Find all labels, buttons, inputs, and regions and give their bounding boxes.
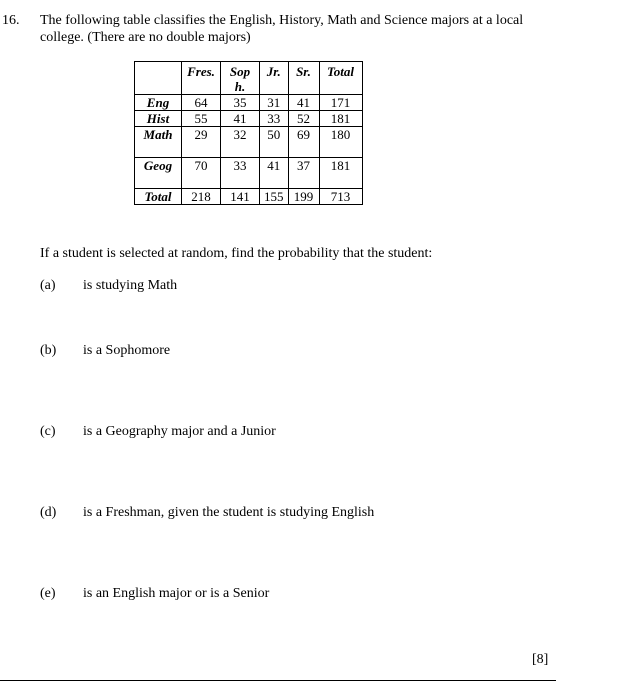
part-text: is a Sophomore bbox=[83, 343, 171, 358]
table-cell: 180 bbox=[319, 127, 362, 158]
question-text: The following table classifies the English, History, Math and Science majors at a local college. (There are no double majors) bbox=[40, 13, 524, 45]
column-header-junior: Jr. bbox=[260, 62, 289, 95]
part-c bbox=[40, 423, 276, 440]
row-header-math: Math bbox=[135, 127, 182, 158]
part-text: is an English major or is a Senior bbox=[83, 586, 270, 601]
row-header-history: Hist bbox=[135, 111, 182, 127]
table-cell: 29 bbox=[182, 127, 221, 158]
part-letter: (c) bbox=[40, 424, 56, 439]
table-cell: 41 bbox=[260, 158, 289, 189]
majors-table bbox=[134, 61, 363, 205]
table-cell: 52 bbox=[288, 111, 319, 127]
bottom-divider bbox=[0, 680, 556, 681]
table-cell: 64 bbox=[182, 95, 221, 111]
table-corner-cell bbox=[135, 62, 182, 95]
table-cell: 41 bbox=[221, 111, 260, 127]
table-cell: 31 bbox=[260, 95, 289, 111]
row-header-geography: Geog bbox=[135, 158, 182, 189]
column-header-sophomore: Soph. bbox=[221, 62, 260, 95]
table-row bbox=[135, 127, 363, 158]
table-row bbox=[135, 111, 363, 127]
column-header-senior: Sr. bbox=[288, 62, 319, 95]
table-cell: 69 bbox=[288, 127, 319, 158]
table-cell: 181 bbox=[319, 111, 362, 127]
table-cell: 218 bbox=[182, 189, 221, 205]
probability-prompt: If a student is selected at random, find the probability that the student: bbox=[40, 246, 433, 261]
part-a bbox=[40, 277, 177, 294]
part-b bbox=[40, 342, 170, 359]
part-letter: (b) bbox=[40, 343, 57, 358]
table-cell: 141 bbox=[221, 189, 260, 205]
table-cell: 55 bbox=[182, 111, 221, 127]
table-header-row bbox=[135, 62, 363, 95]
table-cell: 171 bbox=[319, 95, 362, 111]
table-cell: 33 bbox=[260, 111, 289, 127]
table-row bbox=[135, 158, 363, 189]
part-letter: (e) bbox=[40, 586, 56, 601]
part-letter: (d) bbox=[40, 505, 57, 520]
column-header-total: Total bbox=[319, 62, 362, 95]
question-number: 16. bbox=[2, 13, 20, 28]
table-cell: 32 bbox=[221, 127, 260, 158]
part-text: is studying Math bbox=[83, 278, 178, 293]
table-cell: 33 bbox=[221, 158, 260, 189]
table-row bbox=[135, 95, 363, 111]
part-text: is a Geography major and a Junior bbox=[83, 424, 276, 439]
row-header-total: Total bbox=[135, 189, 182, 205]
marks-total: [8] bbox=[532, 652, 549, 667]
table-cell: 35 bbox=[221, 95, 260, 111]
part-text: is a Freshman, given the student is studying English bbox=[83, 505, 375, 520]
row-header-english: Eng bbox=[135, 95, 182, 111]
table-cell: 155 bbox=[260, 189, 289, 205]
column-header-freshman: Fres. bbox=[182, 62, 221, 95]
table-cell: 713 bbox=[319, 189, 362, 205]
part-d bbox=[40, 504, 374, 521]
table-row bbox=[135, 189, 363, 205]
part-letter: (a) bbox=[40, 278, 56, 293]
table-cell: 199 bbox=[288, 189, 319, 205]
table-cell: 50 bbox=[260, 127, 289, 158]
table-cell: 37 bbox=[288, 158, 319, 189]
table-cell: 41 bbox=[288, 95, 319, 111]
table-cell: 181 bbox=[319, 158, 362, 189]
table-cell: 70 bbox=[182, 158, 221, 189]
part-e bbox=[40, 585, 269, 602]
